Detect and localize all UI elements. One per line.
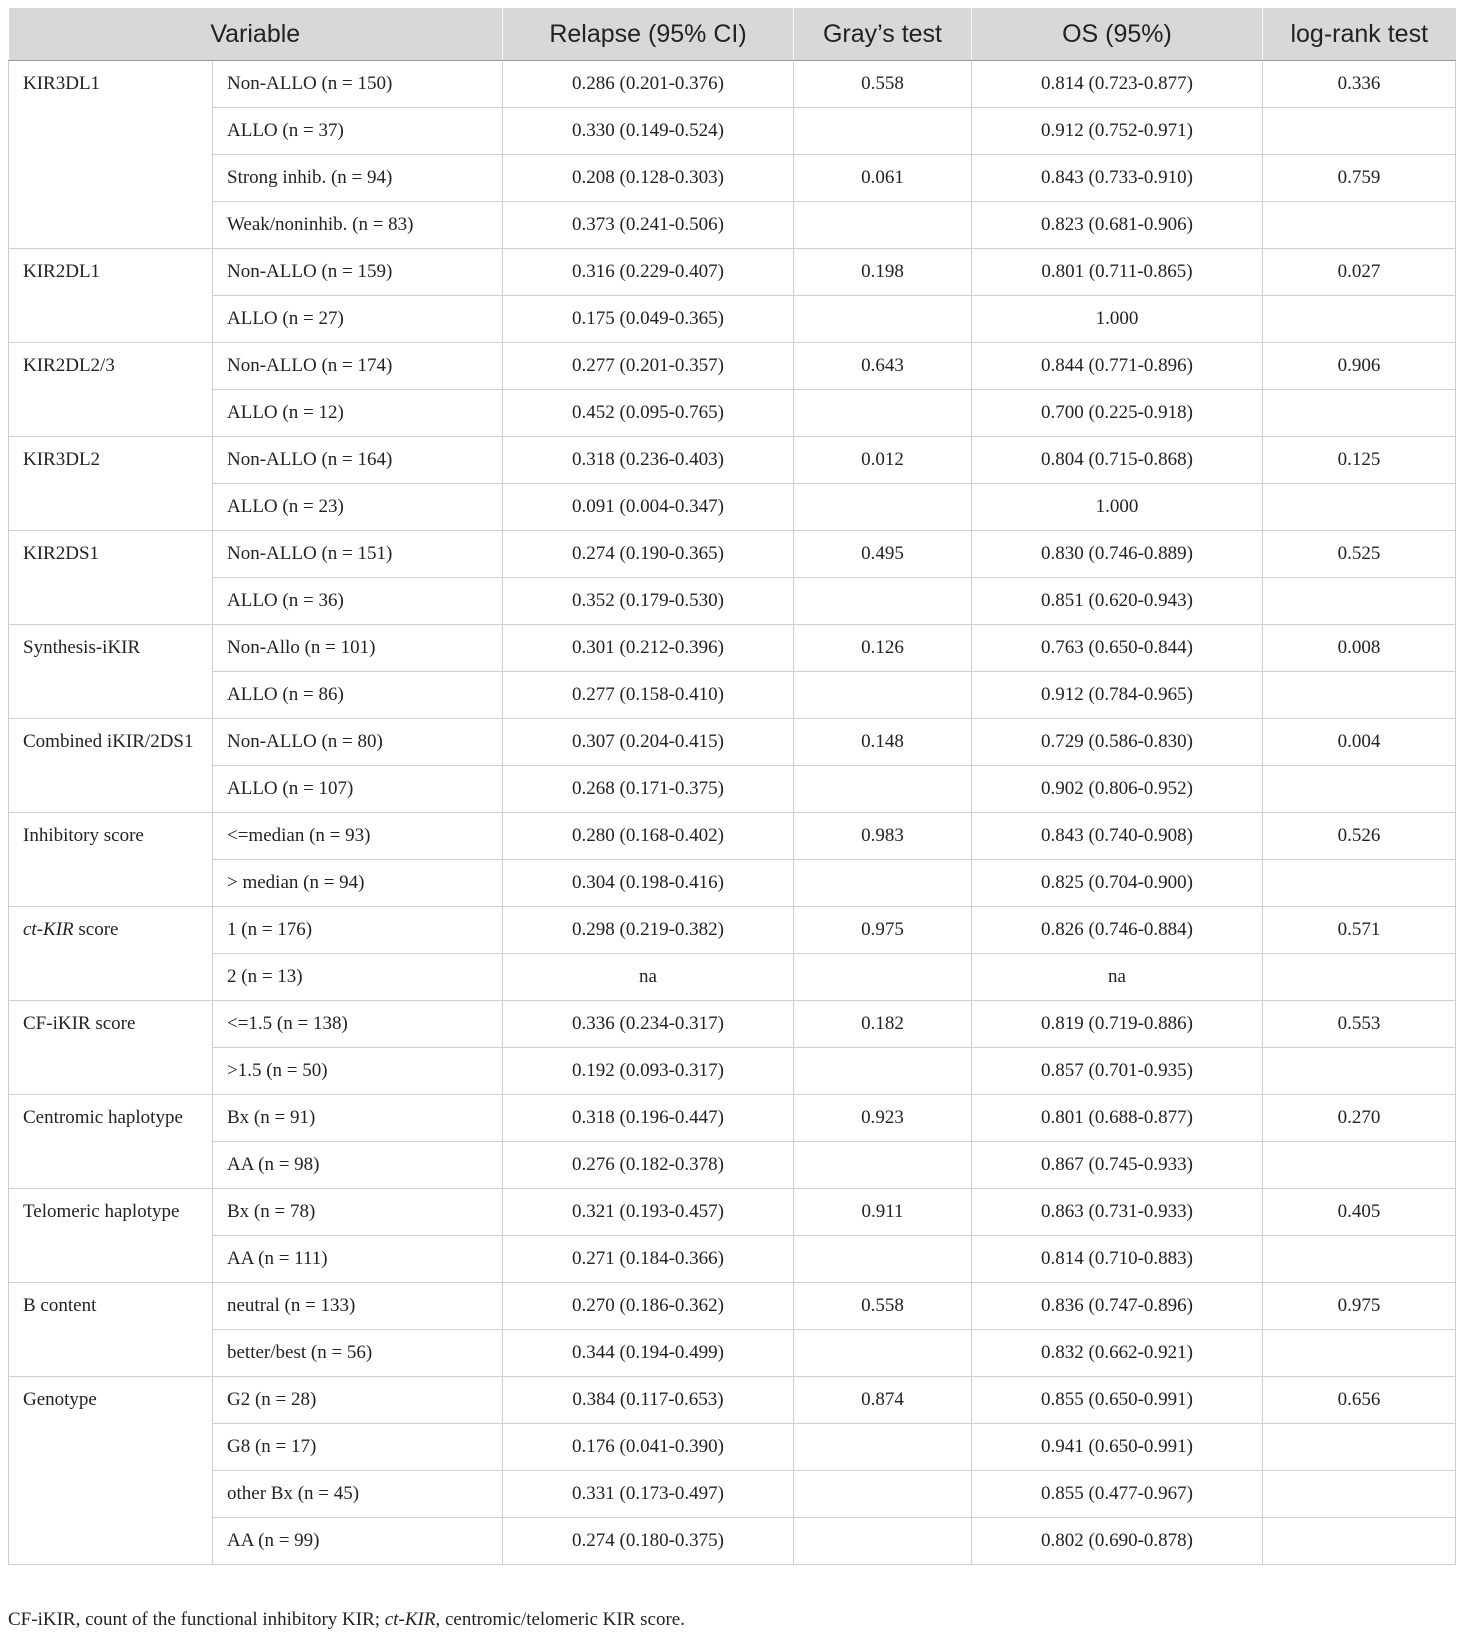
table-row — [9, 1142, 1456, 1189]
level-cell: 2 (n = 13) — [213, 954, 503, 1001]
grays-test-cell — [794, 390, 972, 437]
table-row — [9, 1424, 1456, 1471]
table-row — [9, 766, 1456, 813]
footnote-text-2: ct-KIR — [384, 1609, 436, 1630]
level-cell: Non-ALLO (n = 174) — [213, 343, 503, 390]
grays-test-cell — [794, 1471, 972, 1518]
table-row — [9, 1001, 1456, 1048]
relapse-cell: 0.452 (0.095-0.765) — [503, 390, 794, 437]
variable-cell: B content — [9, 1283, 213, 1377]
relapse-cell: 0.192 (0.093-0.317) — [503, 1048, 794, 1095]
os-cell: 0.801 (0.711-0.865) — [972, 249, 1263, 296]
grays-test-cell — [794, 108, 972, 155]
variable-cell: Synthesis-iKIR — [9, 625, 213, 719]
log-rank-cell — [1263, 1048, 1456, 1095]
os-cell: 0.867 (0.745-0.933) — [972, 1142, 1263, 1189]
level-cell: ALLO (n = 36) — [213, 578, 503, 625]
variable-cell: KIR2DL1 — [9, 249, 213, 343]
variable-italic-text: ct-KIR — [23, 919, 74, 940]
os-cell: 0.863 (0.731-0.933) — [972, 1189, 1263, 1236]
results-table-container — [8, 8, 1455, 1565]
relapse-cell: 0.331 (0.173-0.497) — [503, 1471, 794, 1518]
grays-test-cell — [794, 672, 972, 719]
grays-test-cell: 0.558 — [794, 1283, 972, 1330]
grays-test-cell — [794, 1330, 972, 1377]
variable-cell: Inhibitory score — [9, 813, 213, 907]
variable-cell: Telomeric haplotype — [9, 1189, 213, 1283]
log-rank-cell — [1263, 484, 1456, 531]
log-rank-cell: 0.027 — [1263, 249, 1456, 296]
log-rank-cell: 0.008 — [1263, 625, 1456, 672]
header-grays-test: Gray’s test — [794, 8, 972, 61]
os-cell: 0.902 (0.806-0.952) — [972, 766, 1263, 813]
relapse-cell: 0.352 (0.179-0.530) — [503, 578, 794, 625]
grays-test-cell — [794, 1048, 972, 1095]
log-rank-cell — [1263, 1424, 1456, 1471]
os-cell: 0.814 (0.723-0.877) — [972, 61, 1263, 108]
os-cell: 1.000 — [972, 484, 1263, 531]
relapse-cell: 0.298 (0.219-0.382) — [503, 907, 794, 954]
relapse-cell: 0.330 (0.149-0.524) — [503, 108, 794, 155]
relapse-cell: 0.274 (0.180-0.375) — [503, 1518, 794, 1565]
log-rank-cell — [1263, 672, 1456, 719]
os-cell: 1.000 — [972, 296, 1263, 343]
table-row — [9, 954, 1456, 1001]
variable-cell: Combined iKIR/2DS1 — [9, 719, 213, 813]
log-rank-cell — [1263, 954, 1456, 1001]
log-rank-cell: 0.656 — [1263, 1377, 1456, 1424]
grays-test-cell: 0.923 — [794, 1095, 972, 1142]
table-row — [9, 1095, 1456, 1142]
log-rank-cell — [1263, 1471, 1456, 1518]
os-cell: 0.819 (0.719-0.886) — [972, 1001, 1263, 1048]
variable-cell: Genotype — [9, 1377, 213, 1565]
variable-cell: KIR2DL2/3 — [9, 343, 213, 437]
level-cell: Strong inhib. (n = 94) — [213, 155, 503, 202]
variable-cell: KIR3DL2 — [9, 437, 213, 531]
grays-test-cell: 0.643 — [794, 343, 972, 390]
table-footnote — [8, 1609, 685, 1631]
relapse-cell: 0.321 (0.193-0.457) — [503, 1189, 794, 1236]
variable-cell: KIR3DL1 — [9, 61, 213, 249]
table-row — [9, 1189, 1456, 1236]
results-table — [8, 8, 1456, 1565]
table-row — [9, 1518, 1456, 1565]
relapse-cell: 0.268 (0.171-0.375) — [503, 766, 794, 813]
log-rank-cell — [1263, 860, 1456, 907]
level-cell: AA (n = 111) — [213, 1236, 503, 1283]
os-cell: 0.844 (0.771-0.896) — [972, 343, 1263, 390]
table-row — [9, 249, 1456, 296]
relapse-cell: 0.280 (0.168-0.402) — [503, 813, 794, 860]
relapse-cell: na — [503, 954, 794, 1001]
header-variable: Variable — [9, 8, 503, 61]
log-rank-cell: 0.336 — [1263, 61, 1456, 108]
log-rank-cell: 0.975 — [1263, 1283, 1456, 1330]
header-os: OS (95%) — [972, 8, 1263, 61]
level-cell: Weak/noninhib. (n = 83) — [213, 202, 503, 249]
variable-cell: KIR2DS1 — [9, 531, 213, 625]
log-rank-cell: 0.553 — [1263, 1001, 1456, 1048]
table-row — [9, 907, 1456, 954]
grays-test-cell: 0.061 — [794, 155, 972, 202]
table-row — [9, 672, 1456, 719]
level-cell: <=median (n = 93) — [213, 813, 503, 860]
table-row — [9, 437, 1456, 484]
header-log-rank-test: log-rank test — [1263, 8, 1456, 61]
os-cell: 0.941 (0.650-0.991) — [972, 1424, 1263, 1471]
os-cell: 0.855 (0.477-0.967) — [972, 1471, 1263, 1518]
level-cell: <=1.5 (n = 138) — [213, 1001, 503, 1048]
relapse-cell: 0.384 (0.117-0.653) — [503, 1377, 794, 1424]
log-rank-cell: 0.759 — [1263, 155, 1456, 202]
level-cell: Bx (n = 91) — [213, 1095, 503, 1142]
os-cell: 0.912 (0.784-0.965) — [972, 672, 1263, 719]
relapse-cell: 0.344 (0.194-0.499) — [503, 1330, 794, 1377]
log-rank-cell — [1263, 1330, 1456, 1377]
table-row — [9, 625, 1456, 672]
grays-test-cell — [794, 766, 972, 813]
table-row — [9, 61, 1456, 108]
table-row — [9, 860, 1456, 907]
relapse-cell: 0.316 (0.229-0.407) — [503, 249, 794, 296]
os-cell: 0.801 (0.688-0.877) — [972, 1095, 1263, 1142]
log-rank-cell: 0.405 — [1263, 1189, 1456, 1236]
header-relapse: Relapse (95% CI) — [503, 8, 794, 61]
log-rank-cell — [1263, 296, 1456, 343]
grays-test-cell — [794, 1236, 972, 1283]
log-rank-cell: 0.125 — [1263, 437, 1456, 484]
level-cell: G2 (n = 28) — [213, 1377, 503, 1424]
log-rank-cell: 0.526 — [1263, 813, 1456, 860]
level-cell: Non-Allo (n = 101) — [213, 625, 503, 672]
log-rank-cell — [1263, 578, 1456, 625]
table-row — [9, 578, 1456, 625]
relapse-cell: 0.274 (0.190-0.365) — [503, 531, 794, 578]
log-rank-cell: 0.571 — [1263, 907, 1456, 954]
log-rank-cell — [1263, 390, 1456, 437]
os-cell: 0.857 (0.701-0.935) — [972, 1048, 1263, 1095]
relapse-cell: 0.301 (0.212-0.396) — [503, 625, 794, 672]
os-cell: 0.802 (0.690-0.878) — [972, 1518, 1263, 1565]
grays-test-cell: 0.012 — [794, 437, 972, 484]
level-cell: other Bx (n = 45) — [213, 1471, 503, 1518]
grays-test-cell — [794, 484, 972, 531]
grays-test-cell: 0.198 — [794, 249, 972, 296]
grays-test-cell: 0.911 — [794, 1189, 972, 1236]
grays-test-cell: 0.874 — [794, 1377, 972, 1424]
relapse-cell: 0.336 (0.234-0.317) — [503, 1001, 794, 1048]
log-rank-cell — [1263, 1142, 1456, 1189]
os-cell: 0.763 (0.650-0.844) — [972, 625, 1263, 672]
relapse-cell: 0.318 (0.196-0.447) — [503, 1095, 794, 1142]
log-rank-cell — [1263, 202, 1456, 249]
table-row — [9, 155, 1456, 202]
table-row — [9, 343, 1456, 390]
level-cell: Non-ALLO (n = 151) — [213, 531, 503, 578]
level-cell: Non-ALLO (n = 164) — [213, 437, 503, 484]
table-header — [9, 8, 1456, 61]
table-row — [9, 1471, 1456, 1518]
grays-test-cell: 0.148 — [794, 719, 972, 766]
os-cell: 0.814 (0.710-0.883) — [972, 1236, 1263, 1283]
os-cell: 0.912 (0.752-0.971) — [972, 108, 1263, 155]
variable-text: score — [73, 919, 119, 940]
level-cell: ALLO (n = 27) — [213, 296, 503, 343]
log-rank-cell: 0.525 — [1263, 531, 1456, 578]
relapse-cell: 0.373 (0.241-0.506) — [503, 202, 794, 249]
table-row — [9, 390, 1456, 437]
os-cell: 0.804 (0.715-0.868) — [972, 437, 1263, 484]
grays-test-cell — [794, 1518, 972, 1565]
grays-test-cell — [794, 860, 972, 907]
table-row — [9, 1377, 1456, 1424]
grays-test-cell: 0.558 — [794, 61, 972, 108]
level-cell: AA (n = 99) — [213, 1518, 503, 1565]
log-rank-cell — [1263, 108, 1456, 155]
relapse-cell: 0.307 (0.204-0.415) — [503, 719, 794, 766]
grays-test-cell — [794, 296, 972, 343]
os-cell: 0.836 (0.747-0.896) — [972, 1283, 1263, 1330]
level-cell: Non-ALLO (n = 150) — [213, 61, 503, 108]
relapse-cell: 0.091 (0.004-0.347) — [503, 484, 794, 531]
os-cell: 0.825 (0.704-0.900) — [972, 860, 1263, 907]
level-cell: >1.5 (n = 50) — [213, 1048, 503, 1095]
variable-cell: Centromic haplotype — [9, 1095, 213, 1189]
grays-test-cell: 0.495 — [794, 531, 972, 578]
level-cell: ALLO (n = 86) — [213, 672, 503, 719]
grays-test-cell — [794, 202, 972, 249]
level-cell: ALLO (n = 107) — [213, 766, 503, 813]
table-row — [9, 202, 1456, 249]
level-cell: > median (n = 94) — [213, 860, 503, 907]
os-cell: na — [972, 954, 1263, 1001]
os-cell: 0.826 (0.746-0.884) — [972, 907, 1263, 954]
level-cell: ALLO (n = 12) — [213, 390, 503, 437]
level-cell: Non-ALLO (n = 159) — [213, 249, 503, 296]
table-row — [9, 296, 1456, 343]
footnote-text-3: , centromic/telomeric KIR score. — [435, 1609, 685, 1630]
level-cell: ALLO (n = 37) — [213, 108, 503, 155]
log-rank-cell — [1263, 1236, 1456, 1283]
os-cell: 0.832 (0.662-0.921) — [972, 1330, 1263, 1377]
relapse-cell: 0.176 (0.041-0.390) — [503, 1424, 794, 1471]
relapse-cell: 0.175 (0.049-0.365) — [503, 296, 794, 343]
log-rank-cell: 0.906 — [1263, 343, 1456, 390]
table-row — [9, 813, 1456, 860]
relapse-cell: 0.304 (0.198-0.416) — [503, 860, 794, 907]
grays-test-cell: 0.983 — [794, 813, 972, 860]
level-cell: neutral (n = 133) — [213, 1283, 503, 1330]
os-cell: 0.830 (0.746-0.889) — [972, 531, 1263, 578]
relapse-cell: 0.276 (0.182-0.378) — [503, 1142, 794, 1189]
table-row — [9, 719, 1456, 766]
relapse-cell: 0.318 (0.236-0.403) — [503, 437, 794, 484]
level-cell: AA (n = 98) — [213, 1142, 503, 1189]
grays-test-cell — [794, 954, 972, 1001]
grays-test-cell: 0.126 — [794, 625, 972, 672]
os-cell: 0.729 (0.586-0.830) — [972, 719, 1263, 766]
variable-cell — [9, 907, 213, 1001]
os-cell: 0.855 (0.650-0.991) — [972, 1377, 1263, 1424]
variable-cell: CF-iKIR score — [9, 1001, 213, 1095]
table-row — [9, 1330, 1456, 1377]
os-cell: 0.823 (0.681-0.906) — [972, 202, 1263, 249]
level-cell: better/best (n = 56) — [213, 1330, 503, 1377]
log-rank-cell — [1263, 1518, 1456, 1565]
table-row — [9, 531, 1456, 578]
grays-test-cell — [794, 1424, 972, 1471]
relapse-cell: 0.277 (0.158-0.410) — [503, 672, 794, 719]
table-body — [9, 61, 1456, 1565]
table-row — [9, 1283, 1456, 1330]
table-row — [9, 1236, 1456, 1283]
level-cell: 1 (n = 176) — [213, 907, 503, 954]
grays-test-cell — [794, 1142, 972, 1189]
table-row — [9, 108, 1456, 155]
grays-test-cell — [794, 578, 972, 625]
relapse-cell: 0.208 (0.128-0.303) — [503, 155, 794, 202]
os-cell: 0.700 (0.225-0.918) — [972, 390, 1263, 437]
relapse-cell: 0.286 (0.201-0.376) — [503, 61, 794, 108]
level-cell: Bx (n = 78) — [213, 1189, 503, 1236]
table-row — [9, 484, 1456, 531]
level-cell: G8 (n = 17) — [213, 1424, 503, 1471]
log-rank-cell: 0.004 — [1263, 719, 1456, 766]
os-cell: 0.843 (0.740-0.908) — [972, 813, 1263, 860]
grays-test-cell: 0.182 — [794, 1001, 972, 1048]
grays-test-cell: 0.975 — [794, 907, 972, 954]
relapse-cell: 0.277 (0.201-0.357) — [503, 343, 794, 390]
os-cell: 0.851 (0.620-0.943) — [972, 578, 1263, 625]
log-rank-cell: 0.270 — [1263, 1095, 1456, 1142]
footnote-text-1: CF-iKIR, count of the functional inhibitory KIR; — [8, 1609, 385, 1630]
relapse-cell: 0.270 (0.186-0.362) — [503, 1283, 794, 1330]
level-cell: Non-ALLO (n = 80) — [213, 719, 503, 766]
os-cell: 0.843 (0.733-0.910) — [972, 155, 1263, 202]
level-cell: ALLO (n = 23) — [213, 484, 503, 531]
relapse-cell: 0.271 (0.184-0.366) — [503, 1236, 794, 1283]
log-rank-cell — [1263, 766, 1456, 813]
table-row — [9, 1048, 1456, 1095]
